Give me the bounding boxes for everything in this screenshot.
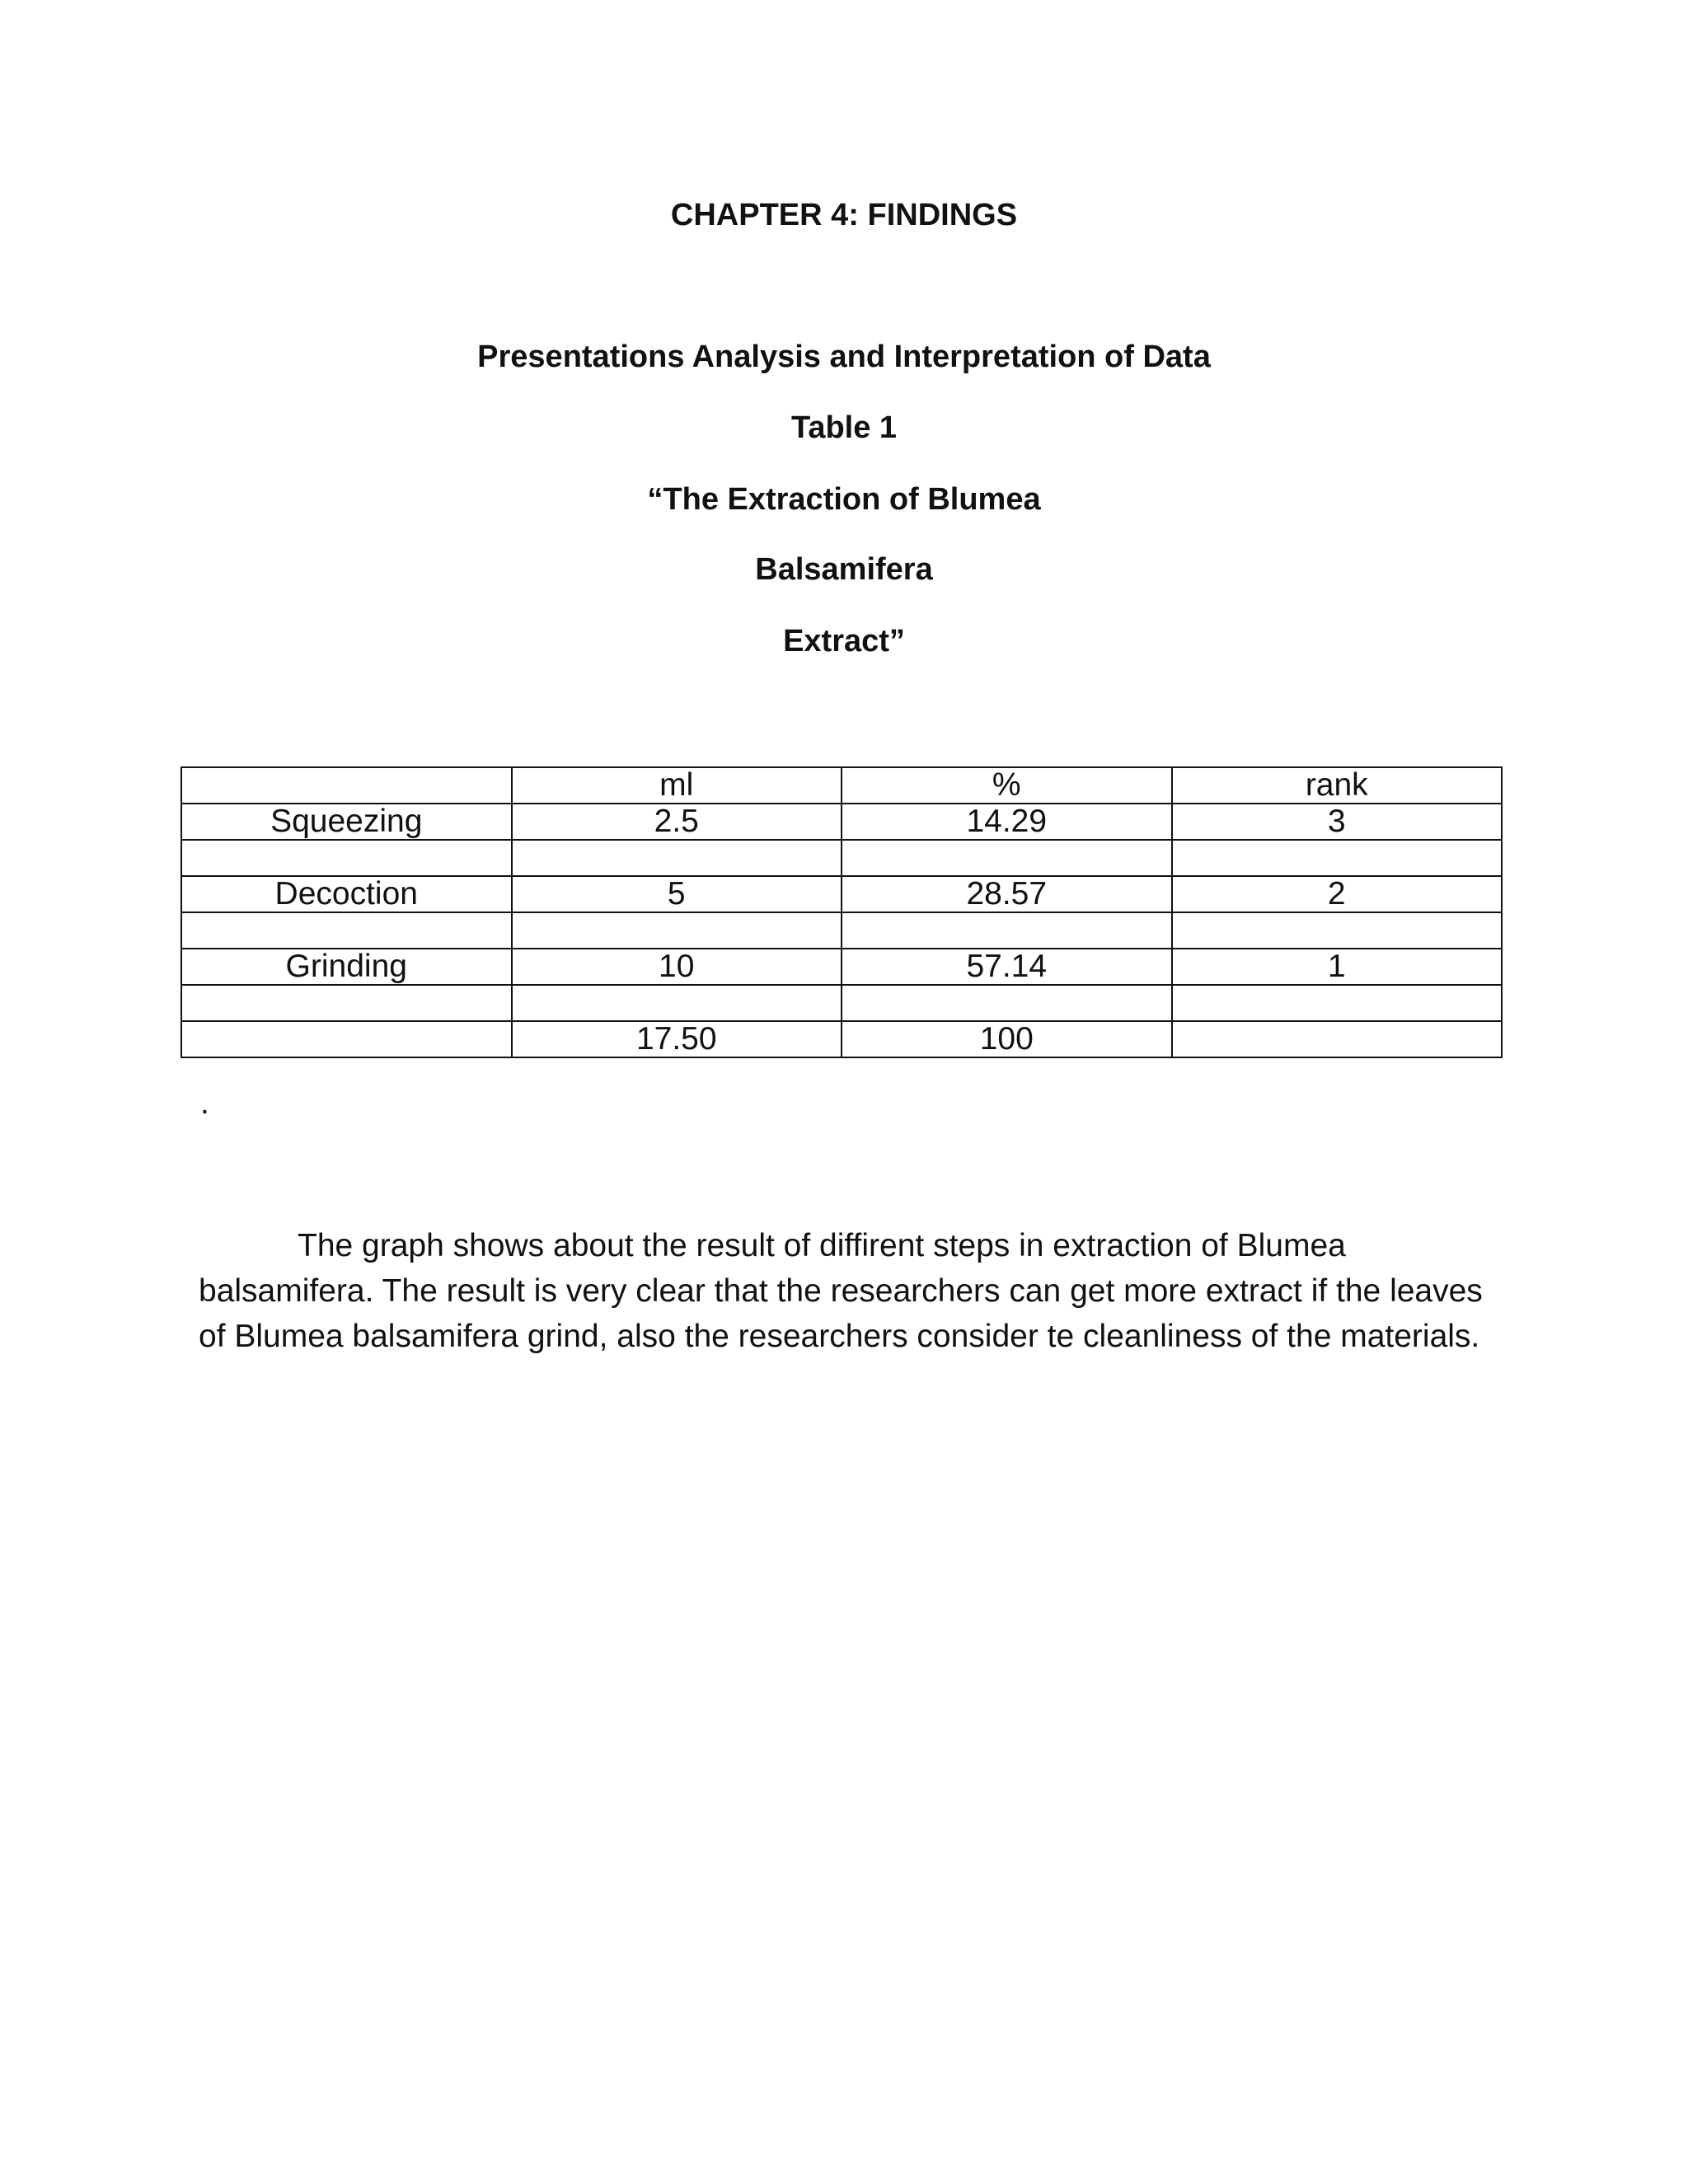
method-cell xyxy=(181,912,512,949)
percent-cell: 14.29 xyxy=(842,804,1172,840)
chapter-title: CHAPTER 4: FINDINGS xyxy=(670,198,1018,232)
ml-total-cell: 17.50 xyxy=(512,1021,842,1057)
table-caption-line-3: Extract” xyxy=(783,624,905,658)
rank-cell xyxy=(1172,912,1503,949)
header-cell-percent: % xyxy=(842,767,1172,804)
ml-cell xyxy=(512,840,842,876)
rank-cell xyxy=(1172,840,1503,876)
table-row xyxy=(181,840,1502,876)
ml-cell xyxy=(512,985,842,1021)
percent-cell: 28.57 xyxy=(842,876,1172,912)
percent-cell: 57.14 xyxy=(842,949,1172,985)
header-cell-blank xyxy=(181,767,512,804)
method-cell xyxy=(181,985,512,1021)
rank-cell xyxy=(1172,985,1503,1021)
table-total-row xyxy=(181,1021,1502,1057)
extraction-results-table xyxy=(181,766,1503,1058)
ml-cell: 5 xyxy=(512,876,842,912)
method-cell xyxy=(181,840,512,876)
table-row xyxy=(181,985,1502,1021)
rank-cell: 3 xyxy=(1172,804,1503,840)
ml-cell: 10 xyxy=(512,949,842,985)
interpretation-paragraph: The graph shows about the result of diffirent steps in extraction of Blumea balsamifera. The result is very clear that the researchers can get more extract if the leaves of Blumea balsamifera grind, also the researchers consider te cleanliness of the materials. xyxy=(199,1228,1483,1354)
stray-period-mark: . xyxy=(200,1085,209,1121)
header-cell-ml: ml xyxy=(512,767,842,804)
rank-cell: 2 xyxy=(1172,876,1503,912)
rank-cell: 1 xyxy=(1172,949,1503,985)
table-row xyxy=(181,876,1502,912)
method-cell: Squeezing xyxy=(181,804,512,840)
table-label: Table 1 xyxy=(790,410,898,445)
table-caption-line-2: Balsamifera xyxy=(755,552,933,587)
table-row xyxy=(181,912,1502,949)
percent-cell xyxy=(842,840,1172,876)
table-row xyxy=(181,804,1502,840)
table-caption-line-1: “The Extraction of Blumea xyxy=(647,482,1041,517)
percent-cell xyxy=(842,912,1172,949)
method-cell: Decoction xyxy=(181,876,512,912)
rank-cell xyxy=(1172,1021,1503,1057)
table-row xyxy=(181,949,1502,985)
percent-cell xyxy=(842,985,1172,1021)
ml-cell: 2.5 xyxy=(512,804,842,840)
percent-total-cell: 100 xyxy=(842,1021,1172,1057)
section-title: Presentations Analysis and Interpretation of Data xyxy=(477,340,1211,374)
header-cell-rank: rank xyxy=(1172,767,1503,804)
ml-cell xyxy=(512,912,842,949)
method-cell: Grinding xyxy=(181,949,512,985)
method-cell xyxy=(181,1021,512,1057)
table-header-row xyxy=(181,767,1502,804)
